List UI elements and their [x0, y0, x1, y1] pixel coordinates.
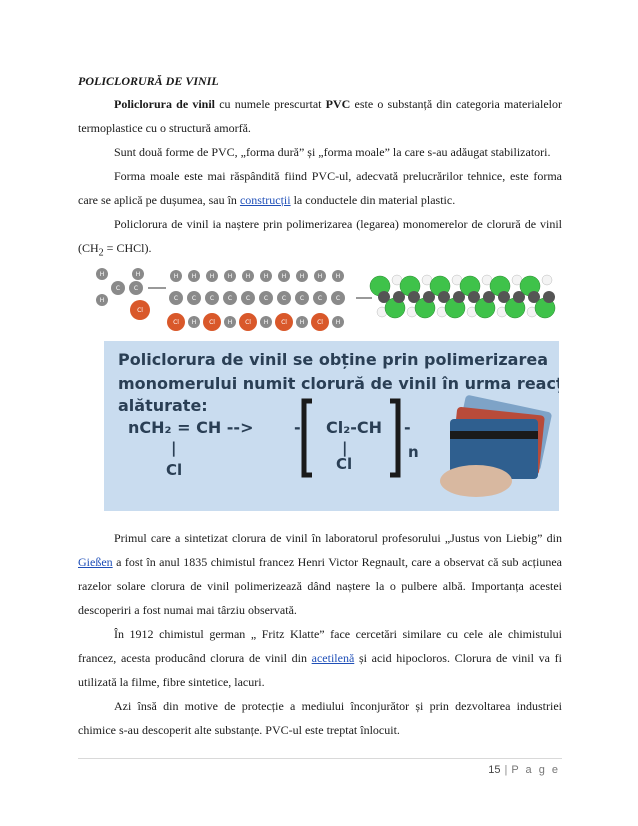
monomer-unit: Cl₂-CH [326, 418, 383, 437]
molecule-chain-illustration [80, 264, 570, 344]
intro-text-block [78, 92, 562, 265]
page-number: 15 [488, 764, 501, 776]
hydrogen-atom-label: H [227, 319, 233, 326]
carbon-atom-label: C [191, 295, 197, 302]
carbon-atom-label: C [317, 295, 323, 302]
banner-line-2: monomerului numit clorură de vinil în urma reacției [118, 374, 559, 393]
link-giessen[interactable]: Gießen [78, 555, 113, 569]
svg-text:Cl: Cl [137, 307, 143, 314]
history-text-block [78, 526, 562, 742]
paragraph-klatte: În 1912 chimistul german „ Fritz Klatte” face cercetări similare cu cele ale chimistului francez, acesta producând clorura de vinil din acetilenă și acid hipocloros. Clorura de vinil va fi utilizată la filme, fibre sintetice, lacuri. [78, 627, 562, 689]
carbon-atom-label: C [227, 295, 233, 302]
hydrogen-atom-label: H [335, 273, 341, 280]
svg-text:H: H [135, 271, 141, 278]
svg-text:C: C [115, 285, 121, 292]
chlorine-atom-label: Cl [173, 319, 179, 326]
paragraph-soft-form: Forma moale este mai răspândită fiind PVC-ul, adecvată prelucrărilor tehnice, este forma care se aplică pe dușumea, sau în construcții la conductele din material plastic. [78, 169, 562, 207]
hydrogen-atom-label: H [263, 273, 269, 280]
page-footer [488, 764, 560, 776]
carbon-atom-label: C [173, 295, 179, 302]
hydrogen-atom-label: H [173, 273, 179, 280]
hydrogen-atom-label: H [227, 273, 233, 280]
repeat-index-n: n [408, 443, 419, 461]
link-acetilena[interactable]: acetilenă [311, 651, 355, 665]
monomer-bond-bar: | [342, 439, 348, 457]
reaction-bond-bar: | [171, 439, 177, 457]
carbon-atom-label: C [245, 295, 251, 302]
hydrogen-atom-label: H [209, 273, 215, 280]
banner-line-3: alăturate: [118, 396, 208, 415]
hydrogen-atom-label: H [317, 273, 323, 280]
carbon-atom-label: C [263, 295, 269, 302]
reaction-left-side: nCH₂ = CH --> [128, 418, 254, 437]
page-label: P a g e [511, 764, 560, 776]
paragraph-polymerization: Policlorura de vinil ia naștere prin polimerizarea (legarea) monomerelor de clorură de vinil ($CH_2$ = CHCl). [78, 217, 562, 259]
hydrogen-atom-label: H [299, 273, 305, 280]
carbon-atom-label: C [335, 295, 341, 302]
carbon-atom-label: C [281, 295, 287, 302]
svg-text:C: C [133, 285, 139, 292]
reaction-banner-graphic [104, 341, 559, 511]
reaction-dash-right: - [404, 418, 411, 437]
svg-text:H: H [99, 271, 105, 278]
footer-divider [78, 758, 562, 759]
hydrogen-atom-label: H [263, 319, 269, 326]
reaction-banner [104, 341, 559, 511]
chlorine-atom-label: Cl [281, 319, 287, 326]
term-pvc-full: Policlorura de vinil [114, 97, 216, 111]
hydrogen-sphere [542, 275, 552, 285]
chlorine-atom-label: Cl [317, 319, 323, 326]
paragraph-replacement: Azi însă din motive de protecție a mediului înconjurător și prin dezvoltarea industriei chimice s-au descoperit alte substanțe. PVC-ul este treptat înlocuit. [78, 699, 562, 737]
paragraph-definition: Policlorura de vinil cu numele prescurtat PVC este o substanță din categoria materialelor termoplastice cu o structură amorfă. [78, 97, 562, 135]
hydrogen-atom-label: H [299, 319, 305, 326]
reaction-chlorine: Cl [166, 461, 183, 479]
reaction-dash-left: - [294, 418, 301, 437]
link-constructii[interactable]: construcții [239, 193, 291, 207]
svg-text:H: H [99, 297, 105, 304]
paragraph-forms: Sunt două forme de PVC, „forma dură” și „forma moale” la care s-au adăugat stabilizatori. [114, 145, 551, 159]
monomer-chlorine: Cl [336, 455, 353, 473]
polymer-chain [167, 270, 345, 331]
hydrogen-atom-label: H [245, 273, 251, 280]
banner-line-1: Policlorura de vinil se obține prin polimerizarea [118, 350, 548, 369]
chlorine-atom-label: Cl [245, 319, 251, 326]
chlorine-atom-label: Cl [209, 319, 215, 326]
carbon-atom-label: C [299, 295, 305, 302]
term-pvc-abbr: PVC [325, 97, 351, 111]
hydrogen-atom-label: H [335, 319, 341, 326]
hydrogen-atom-label: H [281, 273, 287, 280]
paragraph-regnault: Primul care a sintetizat clorura de vinil în laboratorul profesorului „Justus von Liebig” din Gießen a fost în anul 1835 chimistul francez Henri Victor Regnault, care a observat că sub acțiunea razelor solare clorura de vinil polimerizează dând naștere la o pulbere albă. Importanța acestei descoperiri a fost numai mai târziu observată. [78, 531, 562, 617]
hydrogen-atom-label: H [191, 319, 197, 326]
footer-separator: | [504, 764, 508, 776]
hydrogen-atom-label: H [191, 273, 197, 280]
space-filling-model [370, 275, 555, 318]
section-title: POLICLORURĂ DE VINIL [78, 74, 219, 88]
carbon-atom-label: C [209, 295, 215, 302]
carbon-sphere [543, 291, 555, 303]
